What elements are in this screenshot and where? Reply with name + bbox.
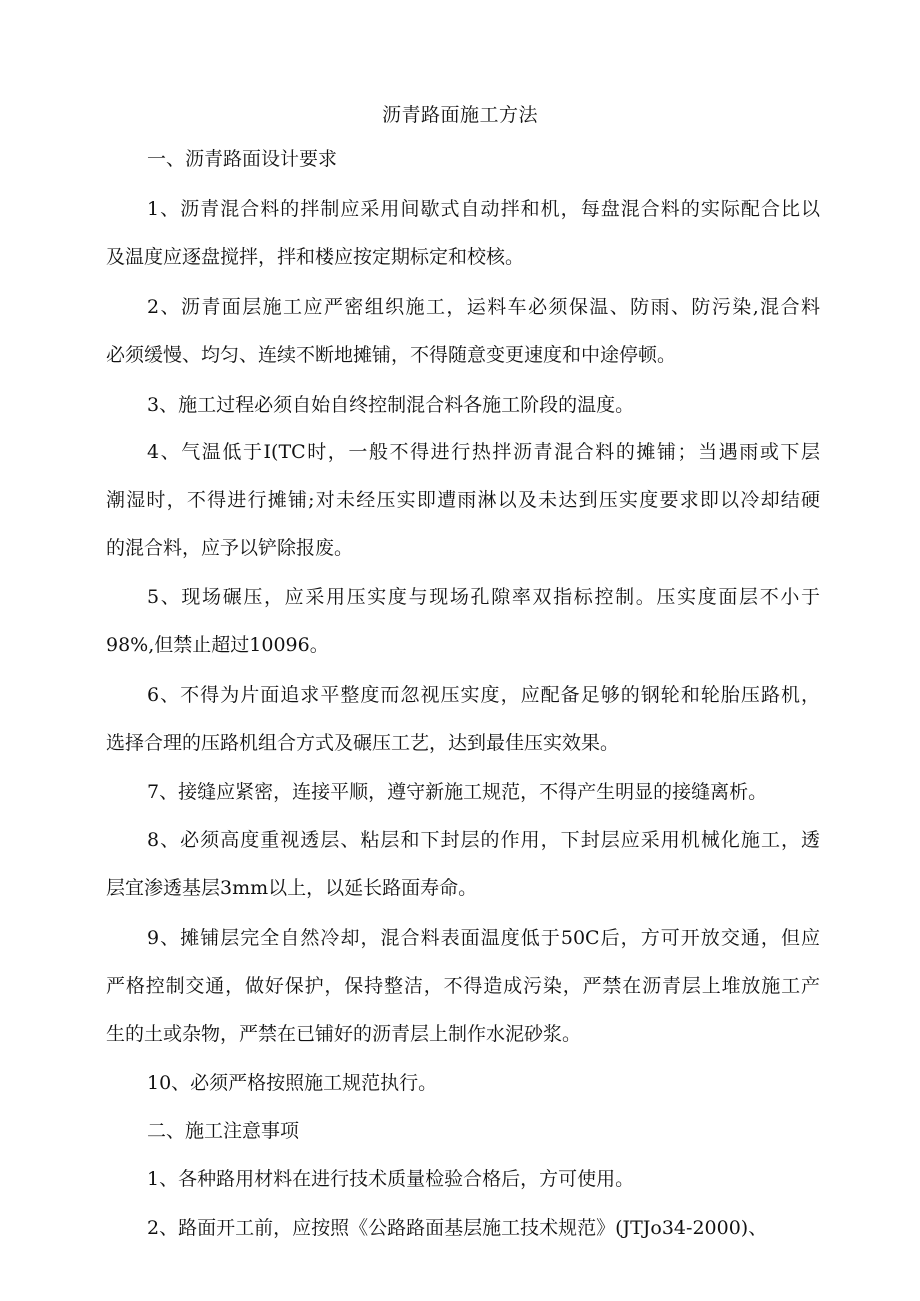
- paragraph-line: 必须缓慢、均匀、连续不断地摊铺，不得随意变更速度和中途停顿。: [106, 344, 677, 366]
- paragraph-line: 7、接缝应紧密，连接平顺，遵守新施工规范，不得产生明显的接缝离析。: [147, 781, 768, 803]
- paragraph-line: 严格控制交通，做好保护，保持整洁，不得造成污染，严禁在沥青层上堆放施工产: [106, 975, 820, 997]
- paragraph-line: 10、必须严格按照施工规范执行。: [147, 1072, 438, 1094]
- paragraph-line: 6、不得为片面追求平整度而忽视压实度，应配备足够的钢轮和轮胎压路机，: [147, 684, 820, 706]
- paragraph-line: 98%,但禁止超过10096。: [106, 634, 329, 656]
- paragraph-line: 4、气温低于I(TC时，一般不得进行热拌沥青混合料的摊铺；当遇雨或下层: [147, 441, 820, 463]
- paragraph-line: 8、必须高度重视透层、粘层和下封层的作用，下封层应采用机械化施工，透: [147, 829, 820, 851]
- paragraph-line: 5、现场碾压，应采用压实度与现场孔隙率双指标控制。压实度面层不小于: [147, 586, 820, 608]
- paragraph-line: 潮湿时，不得进行摊铺;对未经压实即遭雨淋以及未达到压实度要求即以冷却结硬: [106, 489, 820, 511]
- paragraph-line: 及温度应逐盘搅拌，拌和楼应按定期标定和校核。: [106, 246, 525, 268]
- paragraph-line: 1、各种路用材料在进行技术质量检验合格后，方可使用。: [147, 1168, 635, 1190]
- paragraph-line: 生的土或杂物，严禁在已铺好的沥青层上制作水泥砂浆。: [106, 1023, 582, 1045]
- paragraph-line: 的混合料，应予以铲除报废。: [106, 537, 354, 559]
- paragraph-line: 1、沥青混合料的拌制应采用间歇式自动拌和机，每盘混合料的实际配合比以: [147, 198, 820, 220]
- paragraph-line: 3、施工过程必须自始自终控制混合料各施工阶段的温度。: [147, 394, 635, 416]
- paragraph-line: 2、路面开工前，应按照《公路路面基层施工技术规范》(JTJo34-2000)、: [147, 1217, 768, 1239]
- paragraph-line: 选择合理的压路机组合方式及碾压工艺，达到最佳压实效果。: [106, 732, 620, 754]
- section-heading: 一、沥青路面设计要求: [147, 148, 338, 170]
- paragraph-line: 层宜渗透基层3mm以上，以延长路面寿命。: [106, 877, 478, 899]
- document-title: 沥青路面施工方法: [381, 104, 538, 126]
- section-heading: 二、施工注意事项: [147, 1120, 300, 1142]
- paragraph-line: 2、沥青面层施工应严密组织施工，运料车必须保温、防雨、防污染,混合料: [147, 296, 820, 318]
- paragraph-line: 9、摊铺层完全自然冷却，混合料表面温度低于50C后，方可开放交通，但应: [147, 927, 820, 949]
